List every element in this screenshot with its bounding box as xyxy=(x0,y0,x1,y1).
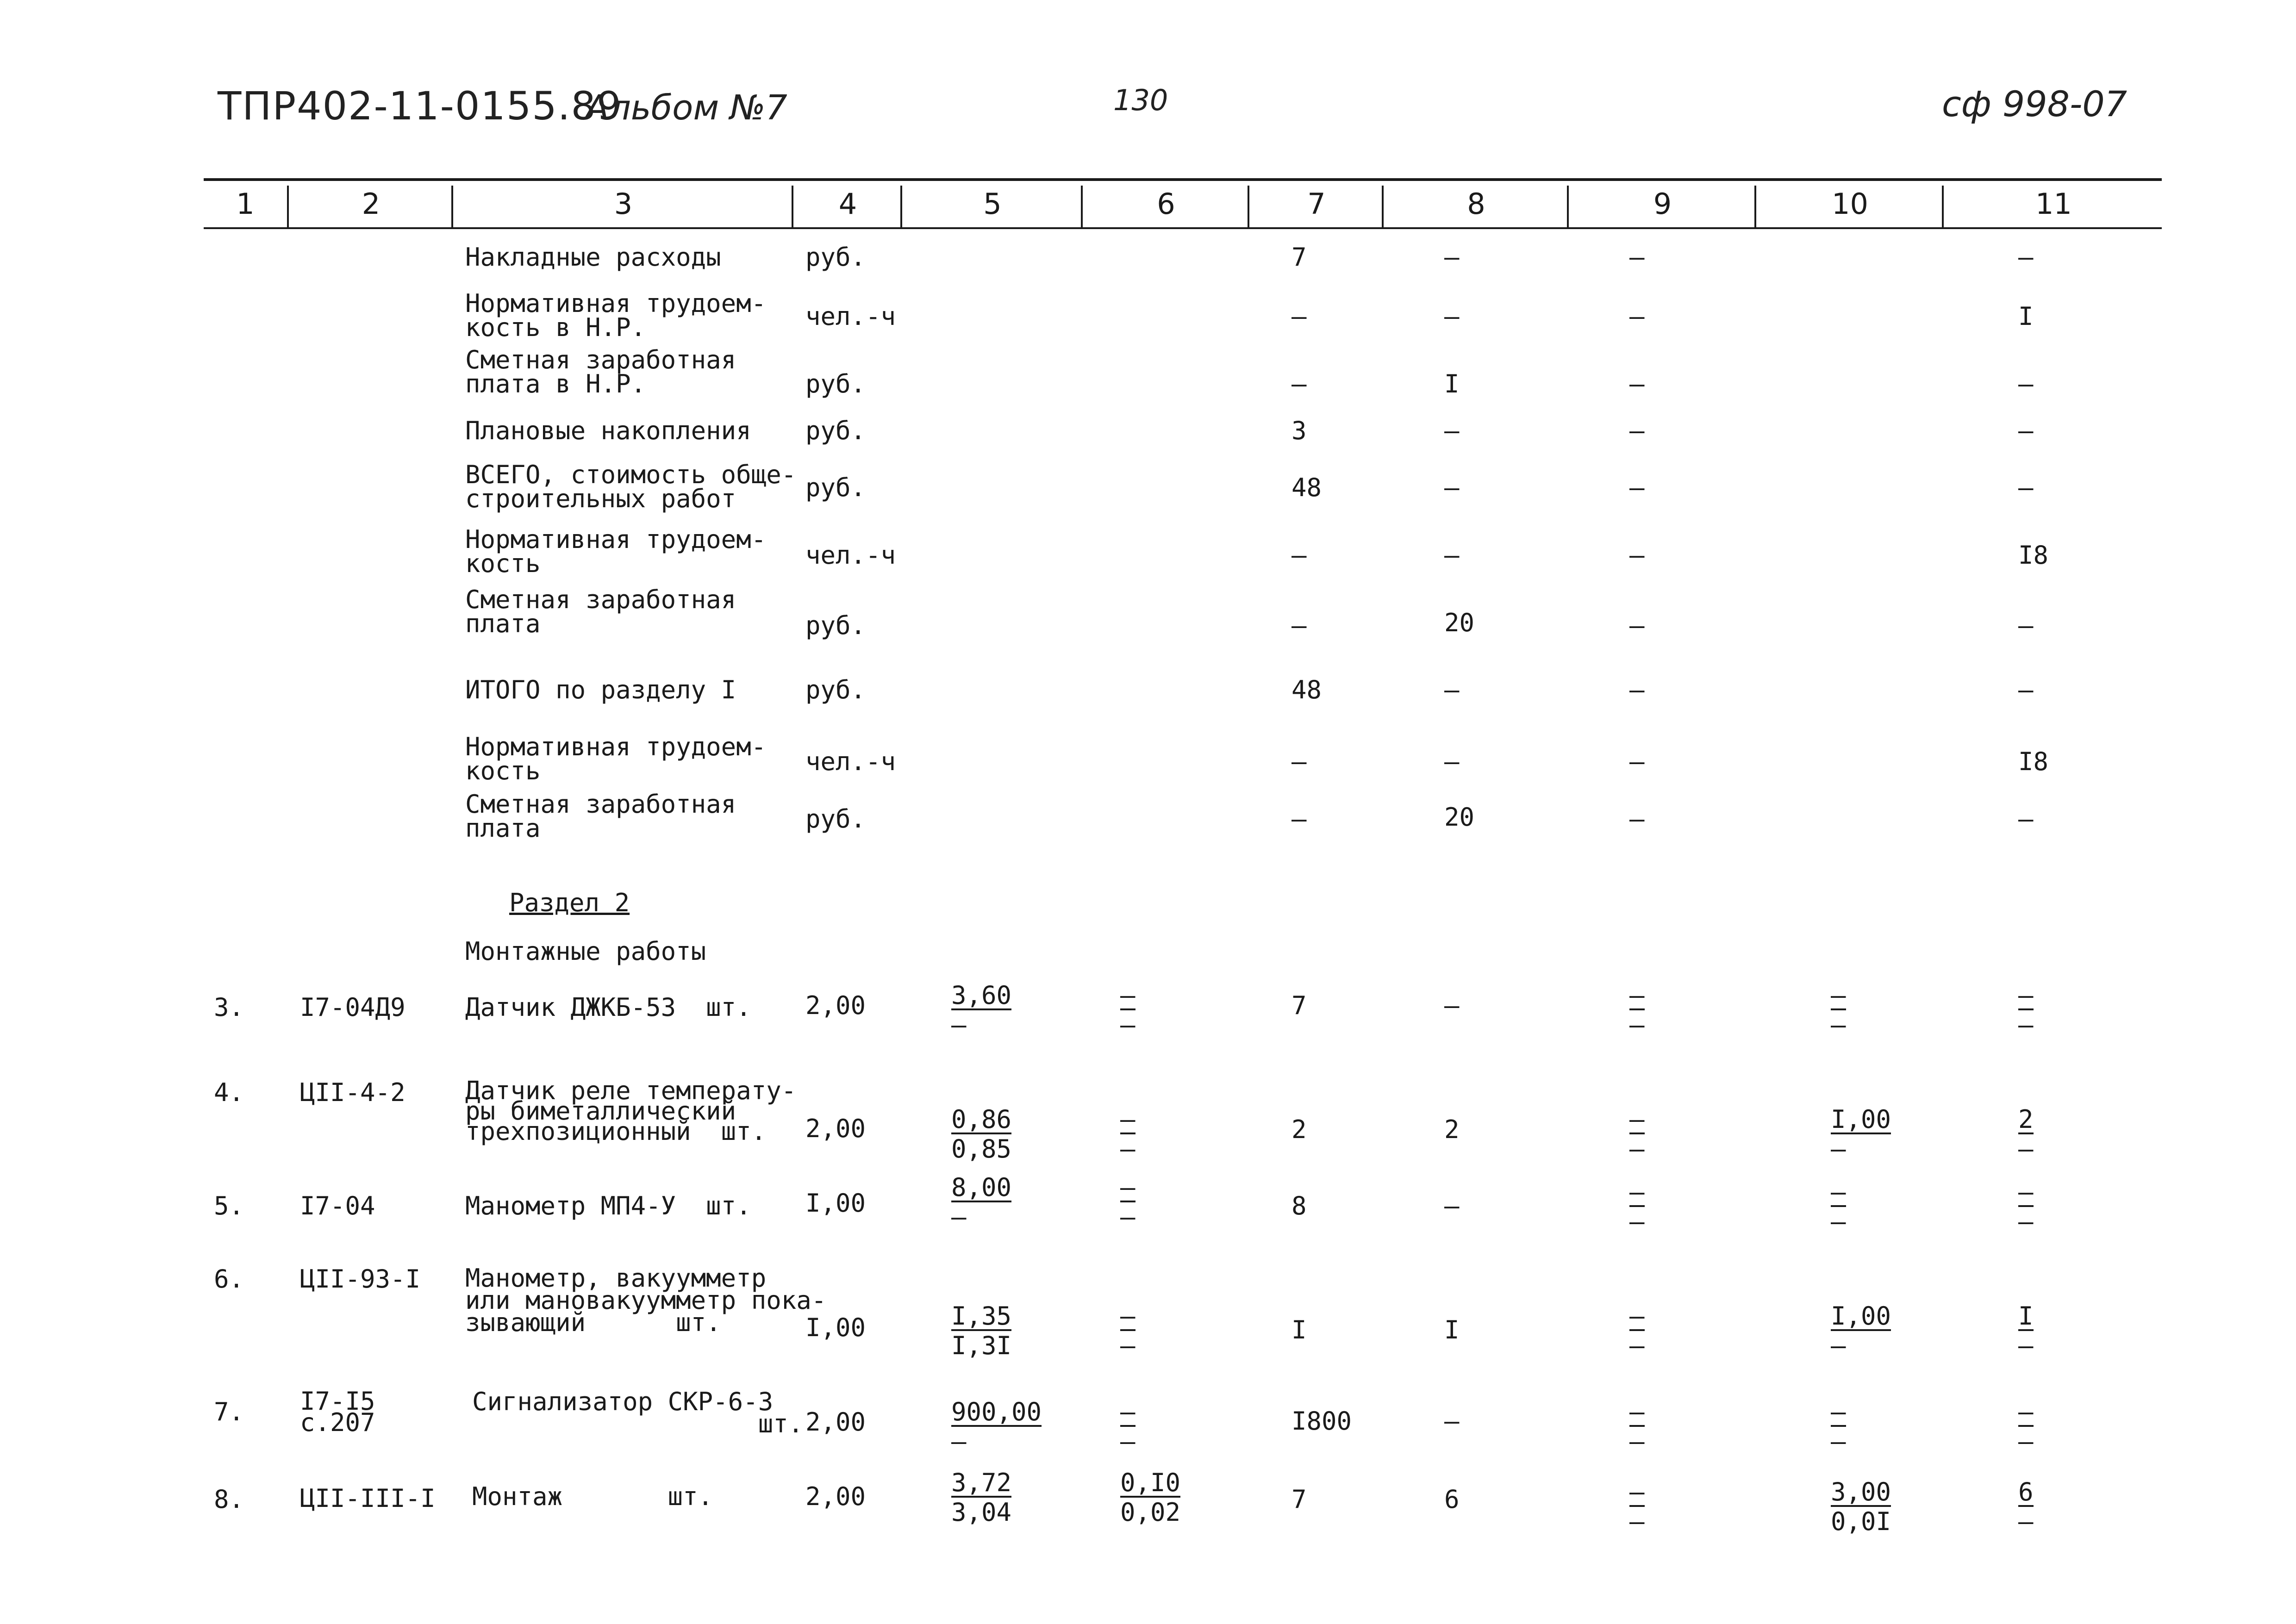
section-subtitle: Монтажные работы xyxy=(465,937,706,966)
item-quantity: 2,00 xyxy=(805,1114,866,1143)
row-name: Сметная заработная плата xyxy=(465,790,736,843)
cell-col7: 8 xyxy=(1292,1191,1307,1220)
column-header: 3 xyxy=(451,186,793,227)
cell-col9 xyxy=(1629,1177,1645,1236)
fraction-top: I,00 xyxy=(1831,1301,1891,1331)
fraction-bottom: – xyxy=(1831,1010,1846,1039)
cell-col9 xyxy=(1629,1477,1645,1536)
section-title: Раздел 2 xyxy=(509,888,630,917)
cell-col11: I8 xyxy=(2018,541,2049,570)
fraction-bottom: – xyxy=(1831,1427,1846,1456)
cell-col8: – xyxy=(1444,1191,1460,1220)
cell-col7: 3 xyxy=(1292,416,1307,445)
cell-col11: – xyxy=(2018,611,2034,640)
cell-col8: – xyxy=(1444,473,1460,502)
cell-col7: – xyxy=(1292,611,1307,640)
cell-col6 xyxy=(1120,1173,1136,1232)
cell-col11 xyxy=(2018,1177,2034,1236)
fraction-top: 3,72 xyxy=(951,1468,1012,1497)
cell-col7: 7 xyxy=(1292,243,1307,272)
item-number: 8. xyxy=(214,1485,244,1514)
cell-col11 xyxy=(2018,1397,2034,1456)
cell-col6 xyxy=(1120,1468,1181,1527)
cell-col9 xyxy=(1629,983,1645,1037)
fraction-bottom: – xyxy=(951,1010,967,1039)
fraction-top: 0,I0 xyxy=(1120,1468,1181,1497)
cell-col10 xyxy=(1831,1105,1891,1164)
fraction-top: 0,86 xyxy=(951,1105,1012,1134)
fraction-bottom: – xyxy=(1629,1507,1645,1536)
cell-col6 xyxy=(1120,1105,1136,1164)
cell-col7: 2 xyxy=(1292,1115,1307,1144)
document-code: ТПР402-11-0155.89 xyxy=(218,83,623,129)
cell-col7: 7 xyxy=(1292,991,1307,1020)
cell-col9 xyxy=(1629,1105,1645,1164)
album-number: Альбом №7 xyxy=(586,88,787,128)
row-name: Нормативная трудоем- кость в Н.Р. xyxy=(465,289,767,342)
item-number: 7. xyxy=(214,1397,244,1426)
fraction-top: – xyxy=(1120,1397,1136,1426)
fraction-top: – xyxy=(2018,1397,2034,1426)
cell-col5 xyxy=(951,983,1011,1037)
fraction-top: I,00 xyxy=(1831,1105,1891,1134)
fraction-top: 2 xyxy=(2018,1105,2034,1134)
fraction-bottom: – xyxy=(2018,1207,2034,1236)
item-name: Манометр, вакуумметр или мановакуумметр пока- зывающий шт. xyxy=(465,1263,827,1337)
fraction-bottom: – xyxy=(1629,1207,1645,1236)
cell-col8: 2 xyxy=(1444,1115,1460,1144)
item-quantity: I,00 xyxy=(805,1313,866,1342)
cell-col7: – xyxy=(1292,804,1307,834)
fraction-top: 8,00 xyxy=(951,1173,1012,1202)
fraction-bottom: 0,85 xyxy=(951,1134,1012,1164)
fraction-bottom: – xyxy=(1629,1134,1645,1164)
fraction-bottom: – xyxy=(1629,1427,1645,1456)
cell-col10 xyxy=(1831,983,1846,1037)
fraction-top: 6 xyxy=(2018,1477,2034,1506)
cell-col11 xyxy=(2018,983,2034,1037)
row-unit: чел.-ч xyxy=(805,747,896,776)
row-unit: руб. xyxy=(805,473,866,502)
cell-col8: 20 xyxy=(1444,608,1475,637)
item-number: 4. xyxy=(214,1078,244,1107)
column-header: 10 xyxy=(1754,186,1944,227)
item-quantity: 2,00 xyxy=(805,1482,866,1511)
fraction-top: – xyxy=(2018,981,2034,1010)
cell-col5 xyxy=(951,1173,1012,1232)
page-number: 130 xyxy=(1113,83,1168,117)
fraction-bottom: – xyxy=(1831,1331,1846,1360)
column-header: 4 xyxy=(792,186,902,227)
cell-col11: – xyxy=(2018,416,2034,445)
cell-col9: – xyxy=(1629,416,1645,445)
row-unit: руб. xyxy=(805,416,866,445)
fraction-top: – xyxy=(1120,1173,1136,1202)
column-header-row xyxy=(204,178,2162,229)
item-code: ЦII-III-I xyxy=(300,1484,436,1513)
fraction-bottom: – xyxy=(2018,1427,2034,1456)
cell-col10 xyxy=(1831,1301,1891,1360)
fraction-top: – xyxy=(1120,1301,1136,1331)
item-number: 5. xyxy=(214,1191,244,1220)
item-code: ЦII-93-I xyxy=(300,1264,421,1294)
cell-col8: 6 xyxy=(1444,1485,1460,1514)
cell-col7: 48 xyxy=(1292,473,1322,502)
fraction-top: – xyxy=(1629,1177,1645,1207)
cell-col5 xyxy=(951,1301,1012,1360)
item-number: 6. xyxy=(214,1264,244,1294)
row-name: ИТОГО по разделу I xyxy=(465,675,736,704)
cell-col10 xyxy=(1831,1177,1846,1236)
cell-col11: I8 xyxy=(2018,747,2049,776)
fraction-bottom: – xyxy=(1120,1331,1136,1360)
fraction-bottom: – xyxy=(1120,1427,1136,1456)
cell-col7: – xyxy=(1292,302,1307,331)
row-name: Плановые накопления xyxy=(465,416,751,445)
item-quantity: I,00 xyxy=(805,1188,866,1218)
cell-col8: – xyxy=(1444,302,1460,331)
cell-col9: – xyxy=(1629,541,1645,570)
cell-col8: – xyxy=(1444,243,1460,272)
column-header: 5 xyxy=(900,186,1083,227)
fraction-top: – xyxy=(1629,1397,1645,1426)
fraction-bottom: – xyxy=(1629,1010,1645,1039)
column-header: 1 xyxy=(236,187,255,221)
row-unit: чел.-ч xyxy=(805,302,896,331)
cell-col6 xyxy=(1120,983,1136,1037)
fraction-bottom: – xyxy=(951,1427,967,1456)
column-header: 7 xyxy=(1248,186,1384,227)
fraction-top: – xyxy=(1831,1397,1846,1426)
column-header: 2 xyxy=(287,186,453,227)
item-name: Сигнализатор СКР-6-3 шт. xyxy=(472,1387,804,1438)
cell-col11: – xyxy=(2018,675,2034,704)
item-code: ЦII-4-2 xyxy=(300,1078,406,1107)
row-unit: чел.-ч xyxy=(805,541,896,570)
cell-col8: – xyxy=(1444,991,1460,1020)
cell-col9: – xyxy=(1629,302,1645,331)
fraction-bottom: – xyxy=(2018,1331,2034,1360)
cell-col9 xyxy=(1629,1301,1645,1360)
fraction-top: – xyxy=(1629,1105,1645,1134)
cell-col9: – xyxy=(1629,804,1645,834)
cell-col8: – xyxy=(1444,747,1460,776)
cell-col8: – xyxy=(1444,675,1460,704)
row-name: Нормативная трудоем- кость xyxy=(465,525,767,578)
cell-col11: – xyxy=(2018,473,2034,502)
fraction-bottom: – xyxy=(1120,1202,1136,1232)
cell-col11: – xyxy=(2018,369,2034,398)
fraction-top: 900,00 xyxy=(951,1397,1042,1426)
fraction-bottom: – xyxy=(1120,1134,1136,1164)
row-name: ВСЕГО, стоимость обще- строительных работ xyxy=(465,460,797,513)
cell-col8: – xyxy=(1444,416,1460,445)
cell-col9: – xyxy=(1629,369,1645,398)
cell-col5 xyxy=(951,1105,1012,1164)
cell-col8: I xyxy=(1444,369,1460,398)
cell-col10 xyxy=(1831,1397,1846,1456)
fraction-top: – xyxy=(1831,1177,1846,1207)
fraction-bottom: – xyxy=(1831,1134,1846,1164)
column-header: 8 xyxy=(1382,186,1569,227)
fraction-bottom: – xyxy=(2018,1010,2034,1039)
fraction-bottom: – xyxy=(1120,1010,1136,1039)
cell-col7: 7 xyxy=(1292,1485,1307,1514)
fraction-top: 3,00 xyxy=(1831,1477,1891,1506)
row-name: Накладные расходы xyxy=(465,243,721,272)
item-code: I7-04 xyxy=(300,1191,375,1220)
row-unit: руб. xyxy=(805,804,866,834)
row-unit: руб. xyxy=(805,243,866,272)
row-unit: руб. xyxy=(805,369,866,398)
fraction-bottom: 0,02 xyxy=(1120,1498,1181,1527)
row-name: Нормативная трудоем- кость xyxy=(465,732,767,785)
cell-col7: – xyxy=(1292,369,1307,398)
cell-col11 xyxy=(2018,1477,2034,1536)
fraction-bottom: 0,0I xyxy=(1831,1507,1891,1536)
fraction-bottom: 3,04 xyxy=(951,1498,1012,1527)
cell-col9 xyxy=(1629,1397,1645,1456)
fraction-bottom: – xyxy=(951,1202,967,1232)
fraction-top: – xyxy=(2018,1177,2034,1207)
column-header: 9 xyxy=(1567,186,1756,227)
cell-col7: – xyxy=(1292,747,1307,776)
cell-col9: – xyxy=(1629,243,1645,272)
item-code: I7-04Д9 xyxy=(300,993,406,1022)
fraction-top: – xyxy=(1629,1477,1645,1506)
document-reference: сф 998-07 xyxy=(1942,83,2128,124)
row-unit: руб. xyxy=(805,611,866,640)
cell-col7: I800 xyxy=(1292,1406,1352,1436)
item-number: 3. xyxy=(214,993,244,1022)
row-name: Сметная заработная плата в Н.Р. xyxy=(465,345,736,398)
item-name: Монтаж шт. xyxy=(472,1482,713,1511)
item-quantity: 2,00 xyxy=(805,991,866,1020)
cell-col7: I xyxy=(1292,1315,1307,1344)
column-header: 6 xyxy=(1081,186,1249,227)
cell-col11: – xyxy=(2018,243,2034,272)
cell-col9: – xyxy=(1629,747,1645,776)
item-name: Манометр МП4-У шт. xyxy=(465,1191,751,1220)
fraction-bottom: – xyxy=(2018,1134,2034,1164)
fraction-bottom: – xyxy=(2018,1507,2034,1536)
cell-col5 xyxy=(951,1397,1042,1456)
cell-col10 xyxy=(1831,1477,1891,1536)
fraction-bottom: I,3I xyxy=(951,1331,1012,1360)
item-quantity: 2,00 xyxy=(805,1407,866,1437)
item-name: Датчик ДЖКБ-53 шт. xyxy=(465,993,751,1022)
cell-col9: – xyxy=(1629,675,1645,704)
fraction-top: – xyxy=(1120,1105,1136,1134)
cell-col11: I xyxy=(2018,302,2034,331)
item-code: I7-I5 с.207 xyxy=(300,1387,375,1437)
row-name: Сметная заработная плата xyxy=(465,585,736,638)
cell-col6 xyxy=(1120,1301,1136,1360)
cell-col11 xyxy=(2018,1105,2034,1164)
fraction-top: I xyxy=(2018,1301,2034,1331)
cell-col9: – xyxy=(1629,473,1645,502)
cell-col7: 48 xyxy=(1292,675,1322,704)
fraction-top: – xyxy=(1629,1301,1645,1331)
cell-col8: – xyxy=(1444,541,1460,570)
item-name: Датчик реле температу- ры биметаллический трехпозиционный шт. xyxy=(465,1076,797,1146)
cell-col5 xyxy=(951,1468,1012,1527)
fraction-top: I,35 xyxy=(951,1301,1012,1331)
cell-col8: – xyxy=(1444,1406,1460,1436)
cell-col11 xyxy=(2018,1301,2034,1360)
fraction-top: – xyxy=(1831,981,1846,1010)
fraction-top: – xyxy=(1629,981,1645,1010)
fraction-bottom: – xyxy=(1629,1331,1645,1360)
cell-col6 xyxy=(1120,1397,1136,1456)
cell-col7: – xyxy=(1292,541,1307,570)
cell-col9: – xyxy=(1629,611,1645,640)
fraction-top: – xyxy=(1120,981,1136,1010)
row-unit: руб. xyxy=(805,675,866,704)
fraction-bottom: – xyxy=(1831,1207,1846,1236)
column-header: 11 xyxy=(1942,186,2164,227)
cell-col11: – xyxy=(2018,804,2034,834)
cell-col8: I xyxy=(1444,1315,1460,1344)
fraction-top: 3,60 xyxy=(951,981,1012,1010)
cell-col8: 20 xyxy=(1444,803,1475,832)
